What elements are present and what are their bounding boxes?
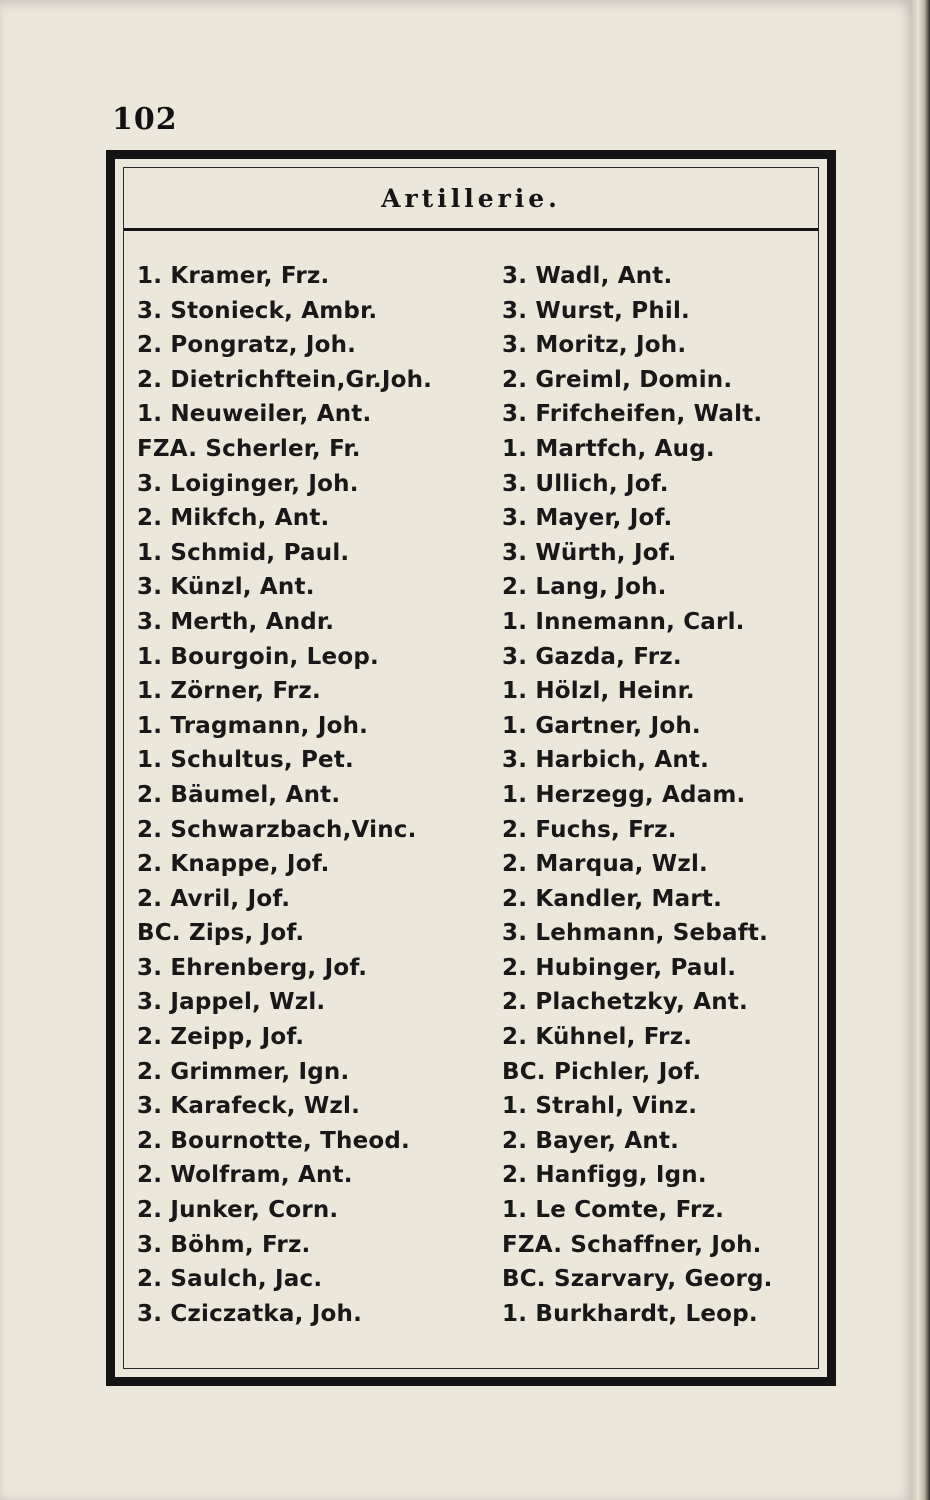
list-item: FZA. Schaffner, Joh. — [502, 1231, 762, 1258]
list-item: BC. Pichler, Jof. — [502, 1058, 702, 1085]
roster-columns — [137, 259, 817, 1331]
list-item: 1. Gartner, Joh. — [502, 712, 701, 739]
list-item: 3. Loiginger, Joh. — [137, 470, 359, 497]
list-item: 2. Avril, Jof. — [137, 885, 291, 912]
list-item: 3. Ehrenberg, Jof. — [137, 954, 368, 981]
roster-table — [106, 150, 836, 1386]
list-item: 3. Merth, Andr. — [137, 608, 335, 635]
list-item: 2. Kühnel, Frz. — [502, 1024, 693, 1051]
list-item: 1. Hölzl, Heinr. — [502, 678, 695, 705]
list-item: 1. Zörner, Frz. — [137, 678, 321, 705]
list-item: 1. Strahl, Vinz. — [502, 1093, 698, 1120]
list-item: 2. Zeipp, Jof. — [137, 1024, 305, 1051]
list-item: 2. Kandler, Mart. — [502, 885, 723, 912]
list-item: 2. Marqua, Wzl. — [502, 851, 708, 878]
list-item: 3. Würth, Jof. — [502, 539, 677, 566]
list-item: 2. Bäumel, Ant. — [137, 781, 341, 808]
list-item: 1. Bourgoin, Leop. — [137, 643, 379, 670]
list-item: 1. Herzegg, Adam. — [502, 781, 746, 808]
list-item: 2. Lang, Joh. — [502, 574, 667, 601]
list-item: 2. Mikfch, Ant. — [137, 505, 330, 532]
section-title: Artillerie. — [381, 183, 561, 213]
list-item: 3. Frifcheifen, Walt. — [502, 401, 763, 428]
list-item: 3. Ullich, Jof. — [502, 470, 669, 497]
list-item: 1. Schultus, Pet. — [137, 747, 354, 774]
list-item: 3. Jappel, Wzl. — [137, 989, 326, 1016]
list-item: FZA. Scherler, Fr. — [137, 435, 361, 462]
list-item: 3. Wadl, Ant. — [502, 263, 673, 289]
list-item: 2. Bournotte, Theod. — [137, 1127, 410, 1154]
list-item: 1. Neuweiler, Ant. — [137, 401, 372, 428]
list-item: 1. Martfch, Aug. — [502, 435, 715, 462]
list-item: 1. Schmid, Paul. — [137, 539, 350, 566]
list-item: 2. Bayer, Ant. — [502, 1127, 680, 1154]
list-item: 2. Wolfram, Ant. — [137, 1162, 353, 1189]
list-item: 1. Innemann, Carl. — [502, 608, 745, 635]
list-item: 3. Böhm, Frz. — [137, 1231, 311, 1258]
list-item: 3. Harbich, Ant. — [502, 747, 710, 774]
list-item: 2. Fuchs, Frz. — [502, 816, 677, 843]
list-item: 3. Gazda, Frz. — [502, 643, 682, 670]
list-item: 2. Grimmer, Ign. — [137, 1058, 350, 1085]
right-column — [502, 259, 837, 1331]
list-item: 1. Le Comte, Frz. — [502, 1197, 725, 1224]
list-item: 3. Lehmann, Sebaft. — [502, 920, 769, 947]
list-item: 2. Greiml, Domin. — [502, 366, 733, 393]
book-spine — [912, 0, 930, 1500]
list-item: 2. Knappe, Jof. — [137, 851, 330, 878]
list-item: 2. Hanfigg, Ign. — [502, 1162, 707, 1189]
list-item: 3. Moritz, Joh. — [502, 332, 687, 359]
list-item: 2. Junker, Corn. — [137, 1197, 339, 1224]
list-item: BC. Szarvary, Georg. — [502, 1266, 773, 1293]
list-item: 3. Karafeck, Wzl. — [137, 1093, 361, 1120]
left-column — [137, 259, 502, 1331]
table-header — [124, 168, 818, 231]
list-item: 1. Tragmann, Joh. — [137, 712, 369, 739]
list-item: BC. Zips, Jof. — [137, 920, 305, 947]
list-item: 3. Künzl, Ant. — [137, 574, 315, 601]
list-item: 1. Burkhardt, Leop. — [502, 1300, 758, 1327]
list-item: 2. Dietrichftein,Gr.Joh. — [137, 366, 433, 393]
list-item: 3. Cziczatka, Joh. — [137, 1300, 363, 1327]
page-number: 102 — [112, 102, 178, 137]
list-item: 2. Saulch, Jac. — [137, 1266, 323, 1293]
list-item: 2. Pongratz, Joh. — [137, 332, 357, 359]
list-item: 2. Schwarzbach,Vinc. — [137, 816, 417, 843]
list-item: 2. Hubinger, Paul. — [502, 954, 737, 981]
list-item: 3. Wurst, Phil. — [502, 297, 690, 324]
list-item: 3. Mayer, Jof. — [502, 505, 673, 532]
list-item: 3. Stonieck, Ambr. — [137, 297, 378, 324]
list-item: 2. Plachetzky, Ant. — [502, 989, 748, 1016]
list-item: 1. Kramer, Frz. — [137, 263, 330, 289]
